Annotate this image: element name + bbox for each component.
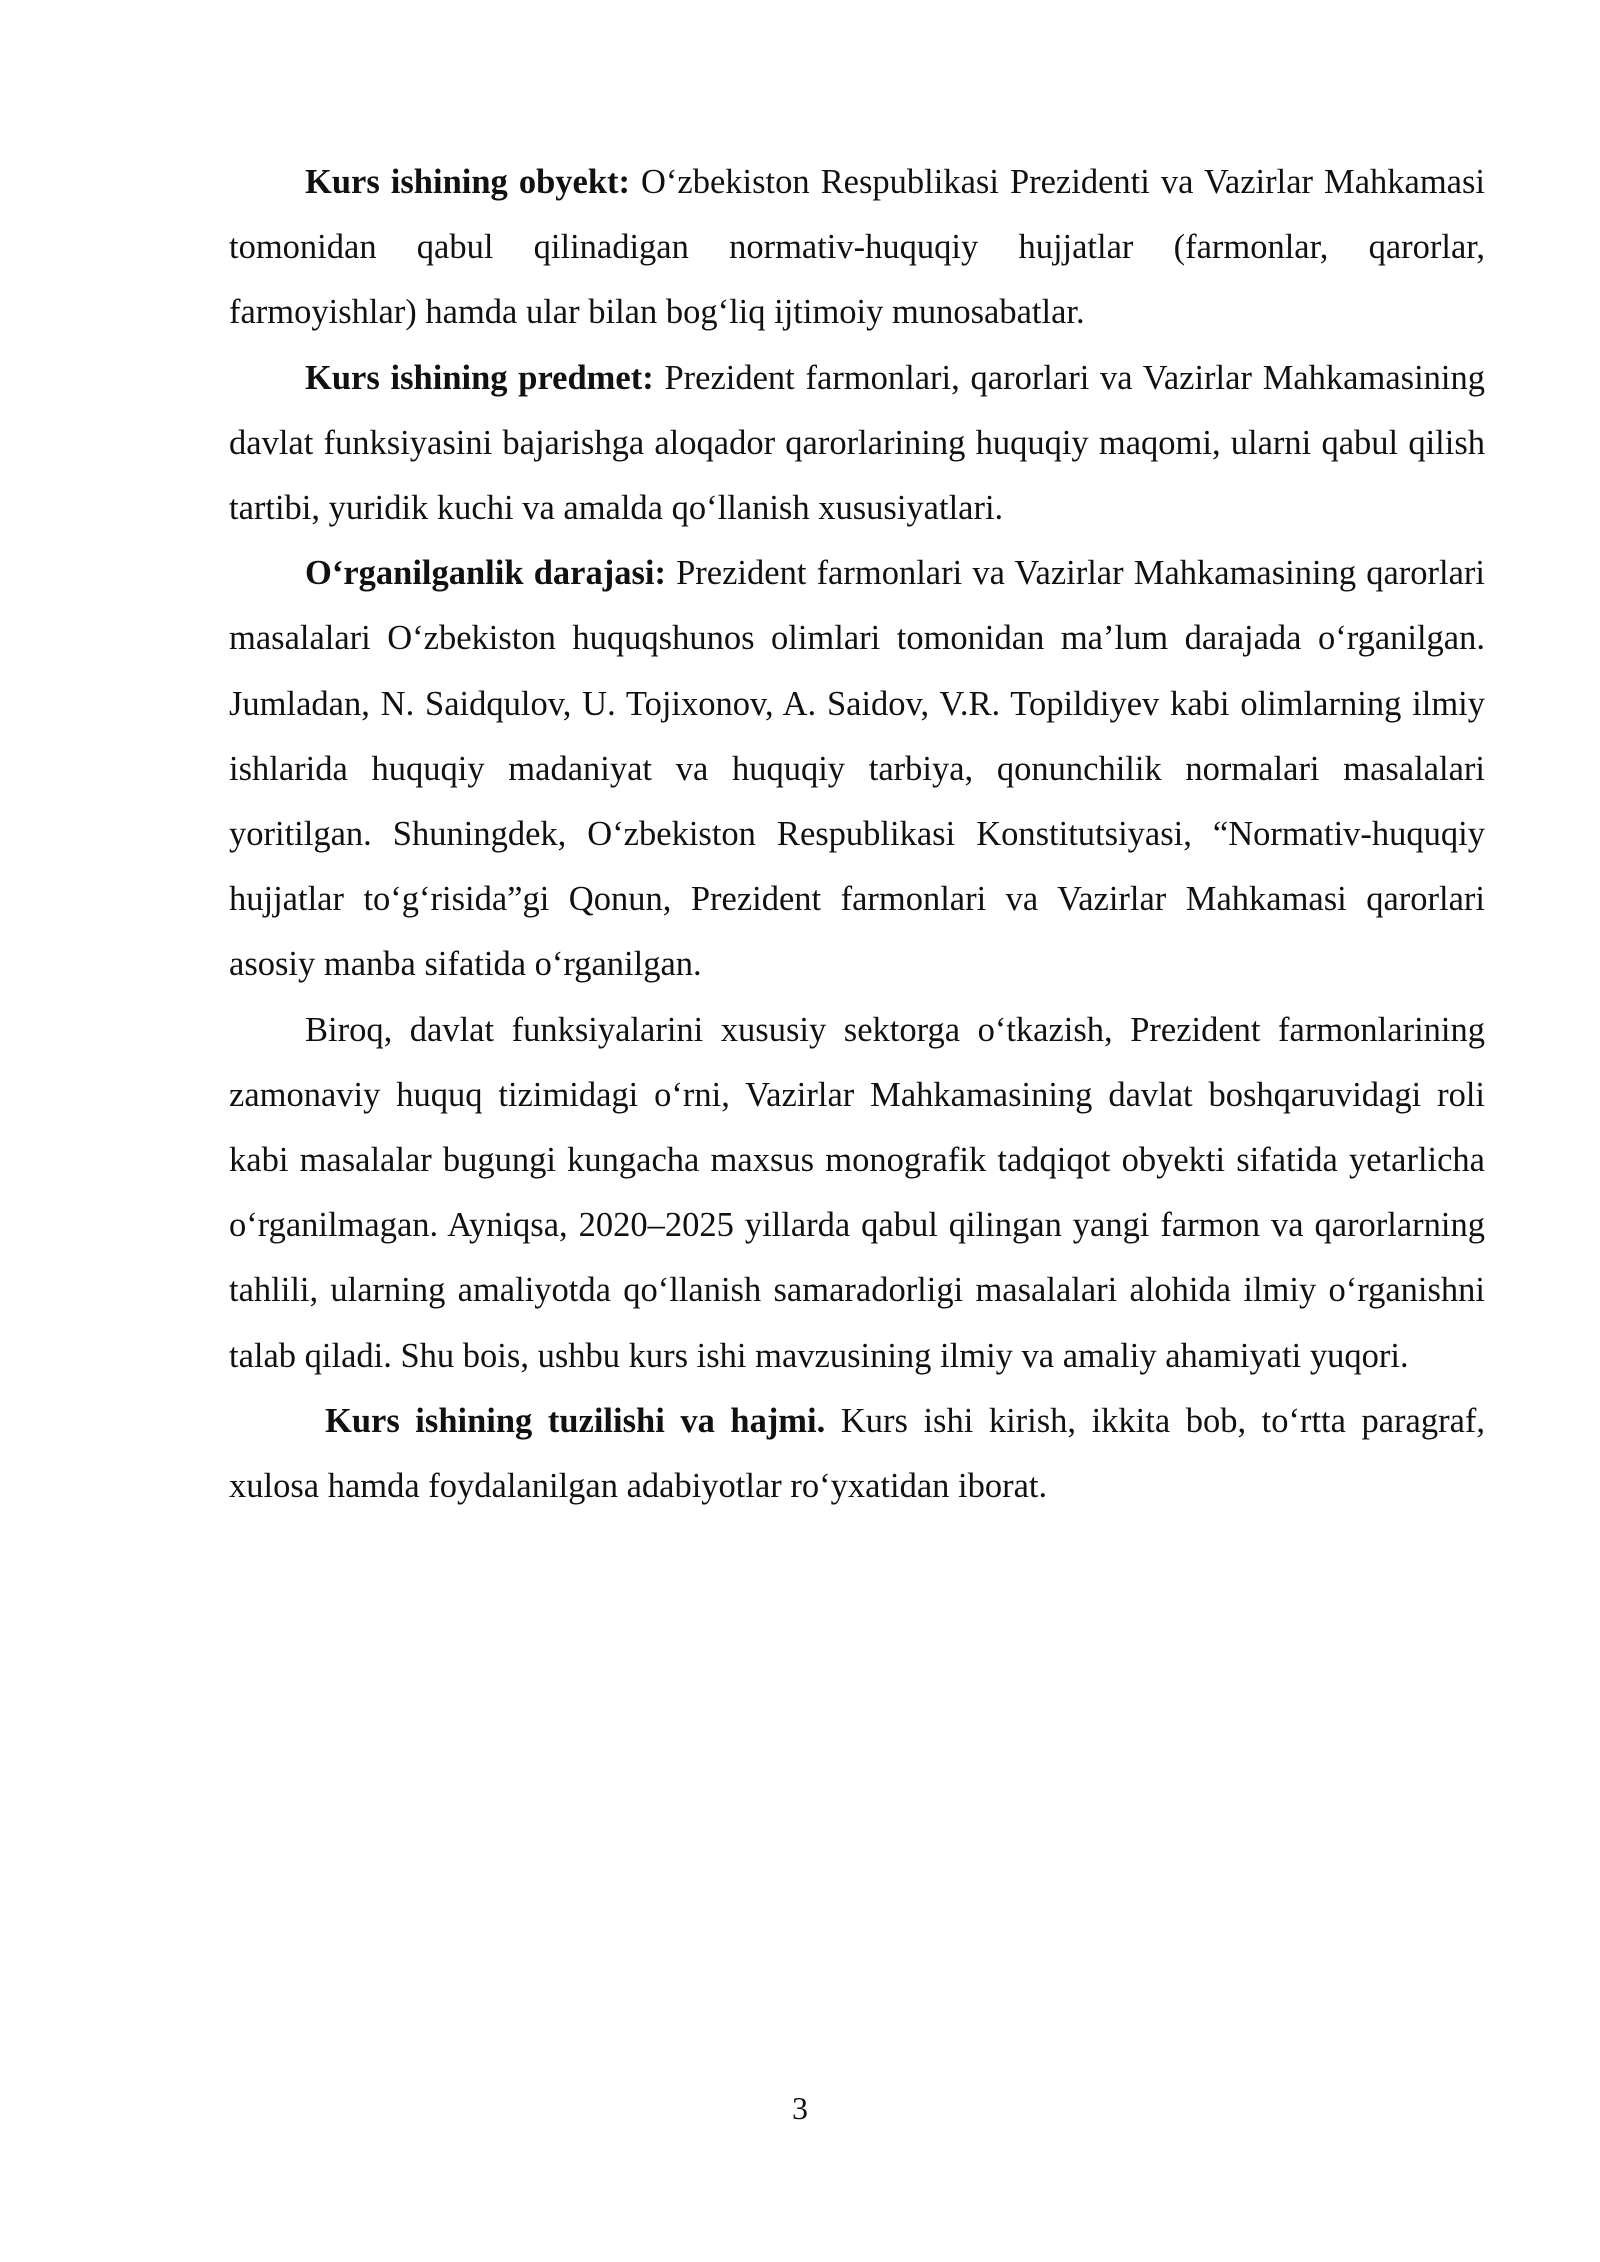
paragraph-study-level-heading: O‘rganilganlik darajasi: [305,554,666,593]
page-number: 3 [792,2090,808,2126]
paragraph-structure-text: Kurs ishi kirish, ikkita bob, to‘rtta paragraf, xulosa hamda foydalanilgan adabiyotlar ro‘yxatidan iborat. [229,1401,1485,1506]
paragraph-subject-text: Prezident farmonlari, qarorlari va Vazirlar Mahkamasining davlat funksiyasini bajarishga aloqador qarorlarining huquqiy maqomi, ularni qabul qilish tartibi, yuridik kuchi va amalda qo‘llanish xususiyatlari. [229,358,1485,528]
paragraph-subject-heading: Kurs ishining predmet: [305,358,654,397]
paragraph-subject [229,346,1485,542]
paragraph-object [229,150,1485,346]
paragraph-research-gap-text: Biroq, davlat funksiyalarini xususiy sektorga o‘tkazish, Prezident farmonlarining zamonaviy huquq tizimidagi o‘rni, Vazirlar Mahkamasining davlat boshqaruvidagi roli kabi masalalar bugungi kungacha maxsus monografik tadqiqot obyekti sifatida yetarlicha o‘rganilmagan. Ayniqsa, 2020–2025 yillarda qabul qilingan yangi farmon va qarorlarning tahlili, ularning amaliyotda qo‘llanish samaradorligi masalalari alohida ilmiy o‘rganishni talab qiladi. Shu bois, ushbu kurs ishi mavzusining ilmiy va amaliy ahamiyati yuqori. [229,1010,1485,1375]
paragraph-structure-heading: Kurs ishining tuzilishi va hajmi. [325,1401,826,1440]
paragraph-study-level-text: Prezident farmonlari va Vazirlar Mahkamasining qarorlari masalalari O‘zbekiston huquqshunos olimlari tomonidan ma’lum darajada o‘rganilgan. Jumladan, N. Saidqulov, U. Tojixonov, A. Saidov, V.R. Topildiyev kabi olimlarning ilmiy ishlarida huquqiy madaniyat va huquqiy tarbiya, qonunchilik normalari masalalari yoritilgan. Shuningdek, O‘zbekiston Respublikasi Konstitutsiyasi, “Normativ-huquqiy hujjatlar to‘g‘risida”gi Qonun, Prezident farmonlari va Vazirlar Mahkamasi qarorlari asosiy manba sifatida o‘rganilgan. [229,554,1486,984]
paragraph-object-text: O‘zbekiston Respublikasi Prezidenti va Vazirlar Mahkamasi tomonidan qabul qilinadigan normativ-huquqiy hujjatlar (farmonlar, qarorlar, farmoyishlar) hamda ular bilan bog‘liq ijtimoiy munosabatlar. [229,163,1485,332]
paragraph-structure [229,1389,1485,1519]
paragraph-study-level [229,541,1485,997]
paragraph-research-gap [229,998,1485,1389]
page-body [229,150,1485,1519]
paragraph-object-heading: Kurs ishining obyekt: [305,163,630,201]
